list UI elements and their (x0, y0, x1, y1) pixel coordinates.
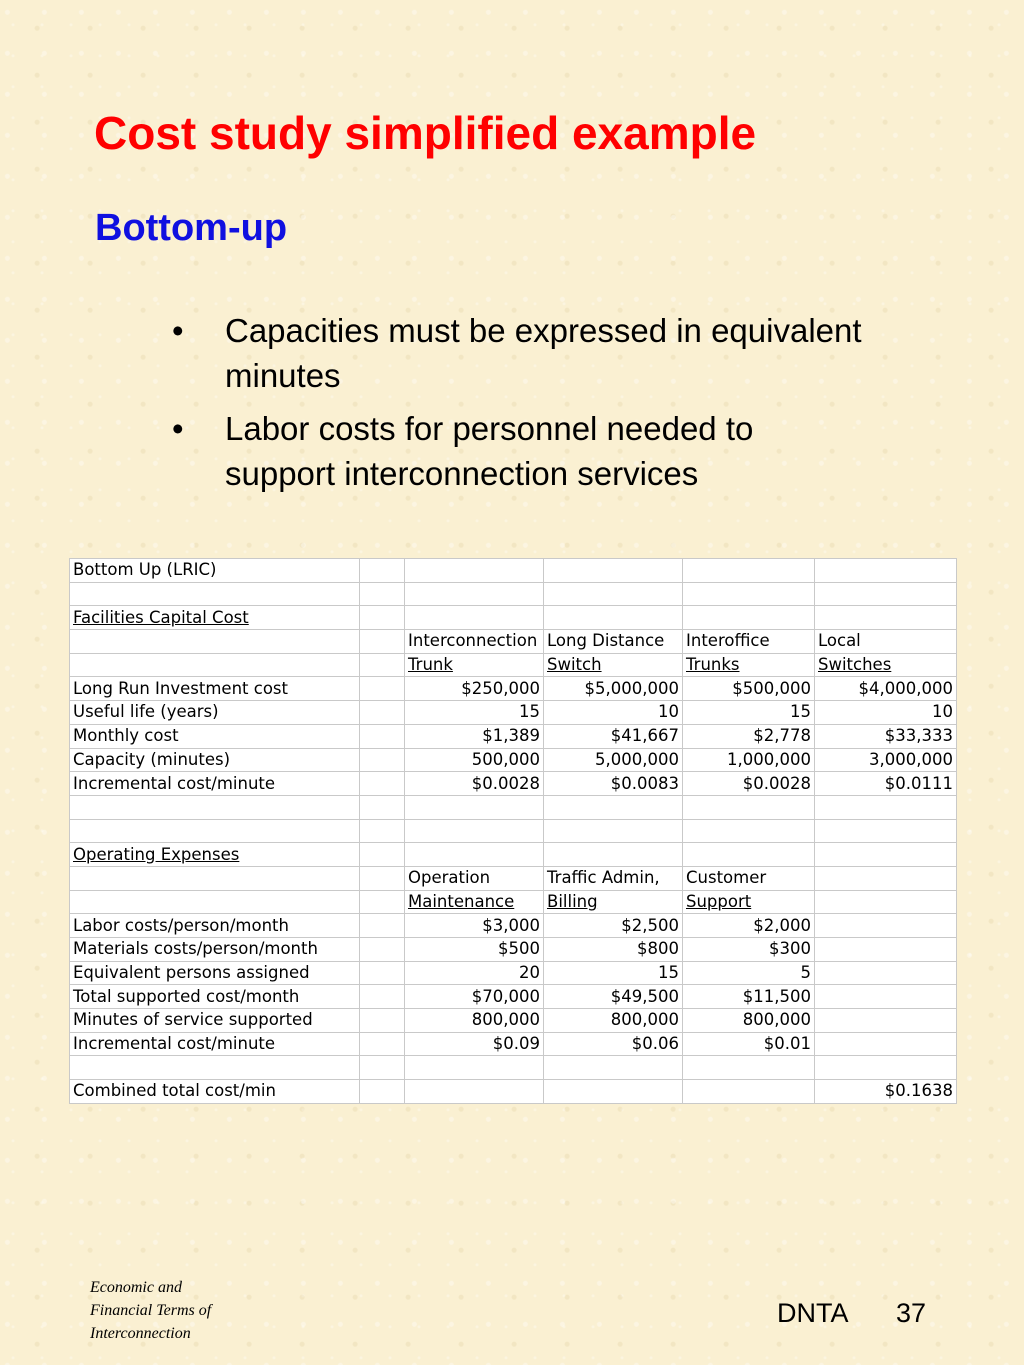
footer-org: DNTA (777, 1298, 849, 1328)
cell-value: $500,000 (683, 677, 815, 701)
cell-value: 15 (405, 701, 544, 725)
cell-value: 10 (815, 701, 957, 725)
column-header: Switch (544, 653, 683, 677)
cell-value: $800 (544, 938, 683, 962)
bullet-glyph: • (172, 312, 184, 349)
footer-line: Financial Terms of (90, 1302, 212, 1319)
cell-value: $41,667 (544, 724, 683, 748)
cell-value: $300 (683, 938, 815, 962)
page-number: 37 (896, 1298, 927, 1328)
row-label: Monthly cost (70, 724, 360, 748)
cell-value: $11,500 (683, 985, 815, 1009)
cell-value: $0.0028 (405, 772, 544, 796)
column-header: Customer (683, 866, 815, 890)
row-label: Materials costs/person/month (70, 938, 360, 962)
table-row (70, 748, 957, 772)
row-label: Useful life (years) (70, 701, 360, 725)
table-row (70, 819, 957, 843)
cell-value: $2,778 (683, 724, 815, 748)
row-label: Incremental cost/minute (70, 772, 360, 796)
bullet-item (172, 308, 872, 398)
slide-subtitle: Bottom-up (95, 207, 288, 249)
cell-value: $2,000 (683, 914, 815, 938)
table-row (70, 961, 957, 985)
combined-total-value: $0.1638 (815, 1080, 957, 1104)
table-row (70, 630, 957, 654)
cell-value: $1,389 (405, 724, 544, 748)
bullet-text: Capacities must be expressed in equivalent minutes (225, 312, 862, 394)
column-header: Switches (815, 653, 957, 677)
table-row (70, 985, 957, 1009)
column-header: Operation (405, 866, 544, 890)
row-label: Combined total cost/min (70, 1080, 360, 1104)
table-row (70, 677, 957, 701)
cell-value: $0.01 (683, 1032, 815, 1056)
cell-value: $3,000 (405, 914, 544, 938)
table-row (70, 1080, 957, 1104)
table-row (70, 1056, 957, 1080)
footer-course-title (90, 1276, 211, 1345)
cell-value: $0.06 (544, 1032, 683, 1056)
column-header: Interoffice (683, 630, 815, 654)
bullet-list (172, 308, 872, 504)
column-header: Trunk (405, 653, 544, 677)
cell-value: $0.0083 (544, 772, 683, 796)
cell-value: 15 (683, 701, 815, 725)
slide-title: Cost study simplified example (94, 107, 757, 159)
table-row (70, 938, 957, 962)
bullet-item (172, 406, 872, 496)
column-header: Long Distance (544, 630, 683, 654)
cell-value: $0.0028 (683, 772, 815, 796)
cell-value: $49,500 (544, 985, 683, 1009)
table-row (70, 890, 957, 914)
column-header: Maintenance (405, 890, 544, 914)
cell-value: $0.09 (405, 1032, 544, 1056)
row-label: Capacity (minutes) (70, 748, 360, 772)
footer-line: Economic and (90, 1279, 182, 1296)
cell-value: $70,000 (405, 985, 544, 1009)
row-label: Minutes of service supported (70, 1009, 360, 1033)
table-row (70, 653, 957, 677)
table-title: Bottom Up (LRIC) (70, 559, 360, 583)
table-row (70, 772, 957, 796)
column-header: Support (683, 890, 815, 914)
table-row (70, 843, 957, 867)
table-row (70, 606, 957, 630)
column-header: Local (815, 630, 957, 654)
cell-value: $4,000,000 (815, 677, 957, 701)
cell-value: $5,000,000 (544, 677, 683, 701)
cell-value: $0.0111 (815, 772, 957, 796)
cell-value: $2,500 (544, 914, 683, 938)
cell-value: 5,000,000 (544, 748, 683, 772)
cell-value: 800,000 (405, 1009, 544, 1033)
column-header: Billing (544, 890, 683, 914)
cell-value: 800,000 (683, 1009, 815, 1033)
cost-spreadsheet (69, 558, 957, 1104)
cell-value: $33,333 (815, 724, 957, 748)
cell-value: $500 (405, 938, 544, 962)
bullet-glyph: • (172, 410, 184, 447)
bullet-text: Labor costs for personnel needed to support interconnection services (225, 410, 754, 492)
table-row (70, 914, 957, 938)
footer-line: Interconnection (90, 1325, 191, 1342)
section-label-operating: Operating Expenses (70, 843, 360, 867)
column-header: Trunks (683, 653, 815, 677)
cell-value: 1,000,000 (683, 748, 815, 772)
table-row (70, 866, 957, 890)
section-label-facilities: Facilities Capital Cost (70, 606, 360, 630)
cell-value: 15 (544, 961, 683, 985)
table-row (70, 724, 957, 748)
table-row (70, 795, 957, 819)
cell-value: 3,000,000 (815, 748, 957, 772)
row-label: Labor costs/person/month (70, 914, 360, 938)
row-label: Total supported cost/month (70, 985, 360, 1009)
column-header: Traffic Admin, (544, 866, 683, 890)
row-label: Long Run Investment cost (70, 677, 360, 701)
table-row (70, 1009, 957, 1033)
cell-value: 5 (683, 961, 815, 985)
table-row (70, 1032, 957, 1056)
row-label: Incremental cost/minute (70, 1032, 360, 1056)
cell-value: 800,000 (544, 1009, 683, 1033)
column-header: Interconnection (405, 630, 544, 654)
table-row (70, 582, 957, 606)
table-row (70, 559, 957, 583)
table-row (70, 701, 957, 725)
cell-value: 500,000 (405, 748, 544, 772)
cell-value: 20 (405, 961, 544, 985)
row-label: Equivalent persons assigned (70, 961, 360, 985)
cell-value: 10 (544, 701, 683, 725)
cell-value: $250,000 (405, 677, 544, 701)
